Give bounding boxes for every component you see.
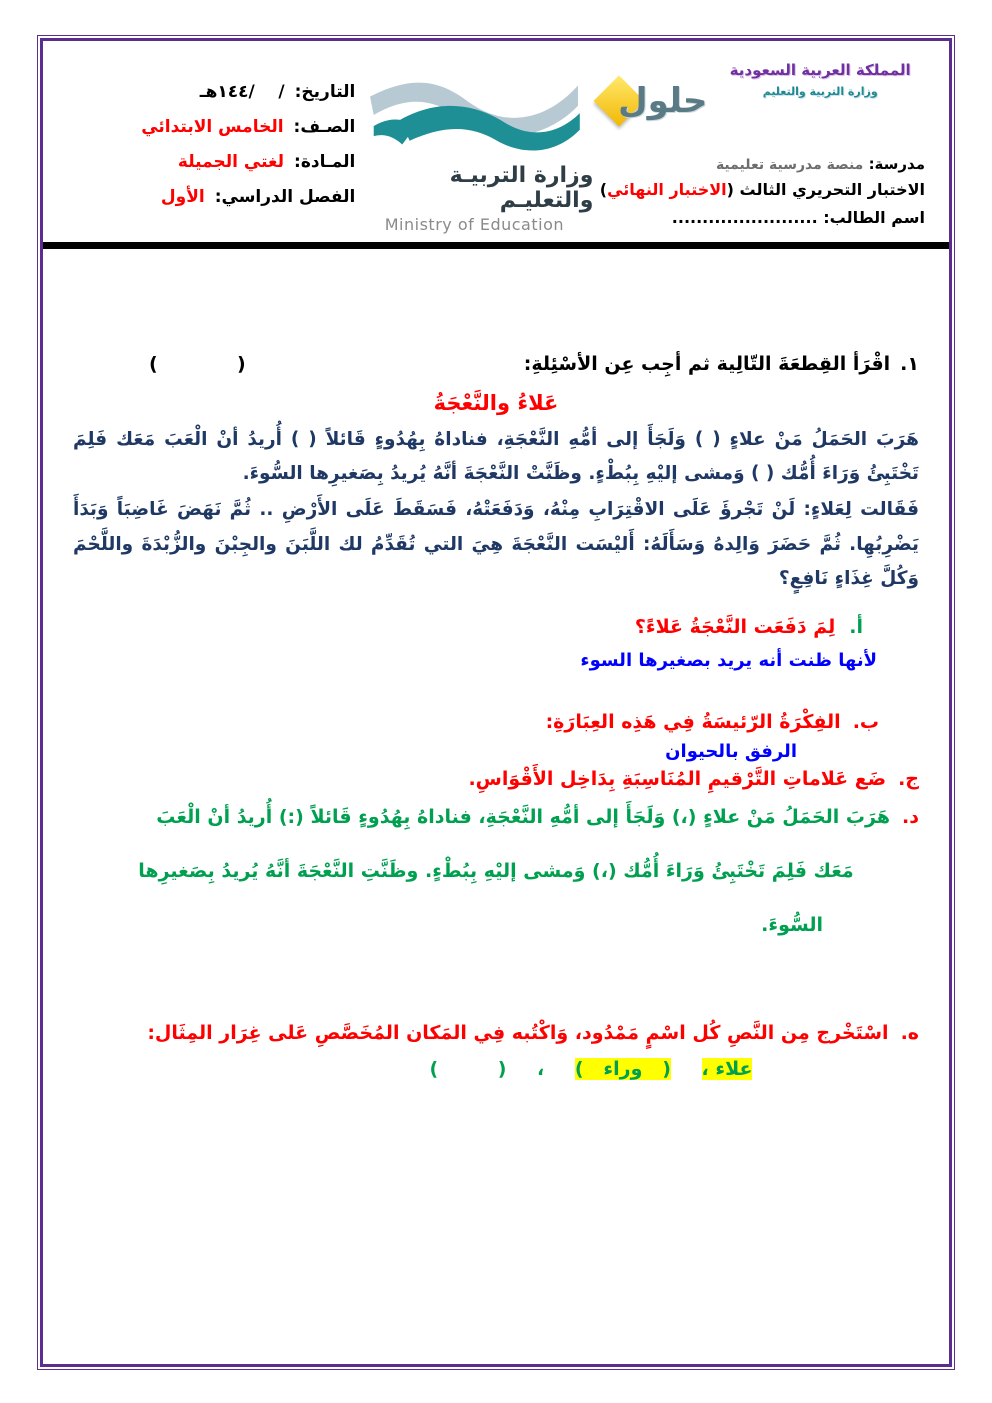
question-d-line2: مَعَك فَلِمَ تَخْتَبِئُ وَرَاءَ أُمُّك (،) وَمشى إليْهِ بِبُطْءٍ. وظَنَّتِ النَّعْجَةَ أنَّهُ يُريدُ بِصَغيرِها — [138, 860, 854, 883]
exam-title-suffix: ) — [599, 180, 608, 199]
question-1-score-brackets: ( ) — [149, 353, 246, 375]
field-subject — [67, 145, 355, 180]
question-c — [73, 768, 919, 790]
header-fields — [67, 53, 355, 215]
passage-paragraph-2: فَقَالت لِعَلاءٍ: لَنْ تَجْرؤَ عَلَى الاقْتِرَابِ مِنْهُ، وَدَفَعَتْهُ، فَسَقَطَ عَلَى الأَرْضِ .. ثُمَّ نَهَضَ غَاضِبَاً وَبَدَأَ يَضْرِبُهِا. ثُمَّ حَضَرَ وَالِدهُ وَسَأَلَهُ: أَليْسَت النَّعْجَةَ هِيَ التي تُقَدِّمُ لك اللَّبَنَ والجِبْنَ والزُّبْدَةَ واللَّحْمَ وَكُلَّ غِذَاءٍ نَافِعٍ؟ — [73, 499, 919, 589]
question-a-label: أ. — [849, 616, 863, 639]
field-grade — [67, 110, 355, 145]
question-c-text: ضَع عَلاماتِ التَّرْقيمِ المُنَاسِبَةِ بِدَاخِل الأَقْوَاسِ. — [468, 768, 887, 791]
subject-value: لغتي الجميلة — [177, 152, 285, 172]
question-d-line1-text: هَرَبَ الحَمَلُ مَنْ علاءٍ (،) وَلَجَأَ إلى أمُّهِ النَّعْجَةِ، فناداهُ بِهُدُوءٍ قَائلاً (:) أُريدُ أنْ الْعَبَ — [156, 806, 891, 829]
header-right-block — [593, 53, 925, 227]
subject-label: المـادة: — [294, 152, 356, 172]
question-e-text: اسْتَخْرج مِن النَّصِ كُل اسْمٍ مَمْدُود، وَاكْتُبه فِي المَكان المُخَصَّصِ عَلى غِرَار المِثَال: — [147, 1021, 889, 1044]
question-1-text: اقْرَأ القِطعَةَ التّالِية ثم أجِب عِن الأسْئِلةِ: — [523, 353, 891, 375]
question-1-row — [73, 353, 919, 375]
question-c-label: ج. — [898, 768, 919, 791]
ministry-logo — [355, 53, 593, 234]
passage-paragraph-1: هَرَبَ الحَمَلُ مَنْ علاءٍ ( ) وَلَجَأَ إلى أمُّهِ النَّعْجَةِ، فناداهُ بِهُدُوءٍ قَائلاً ( ) أُريدُ أنْ الْعَبَ مَعَك فَلِمَ تَخْتَبِئُ وَرَاءَ أُمُّك ( ) وَمشى إليْهِ بِبُطْءٍ. وظَنَّتْ النَّعْجَةَ أنَّهُ يُريدُ بِصَغيرِها السُّوءَ. — [73, 429, 919, 485]
exam-title-final: الاختبار النهائي — [607, 180, 727, 199]
question-d-line1 — [73, 800, 919, 835]
kingdom-emblem-line1: المملكة العربية السعودية — [729, 61, 911, 79]
page-border-frame — [40, 38, 952, 1367]
answer-a: لأنها ظنت أنه يريد بصغيرها السوء — [580, 650, 877, 672]
holool-logo — [593, 71, 711, 145]
field-semester — [67, 180, 355, 215]
semester-label: الفصل الدراسي: — [214, 187, 356, 207]
exam-title-prefix: الاختبار التحريري الثالث ( — [726, 180, 925, 199]
answer-e-part-1: علاء ، — [701, 1057, 753, 1080]
answer-e-part-3: ، — [537, 1057, 545, 1080]
date-value: / /١٤٤هـ — [199, 82, 285, 102]
question-a — [73, 616, 919, 638]
school-line — [593, 155, 925, 173]
exam-body — [67, 353, 925, 1080]
student-name-blank: ........................ — [671, 208, 818, 227]
school-label: مدرسة: — [868, 155, 925, 173]
ministry-name-english: Ministry of Education — [384, 215, 564, 234]
ministry-logo-icon — [355, 69, 593, 161]
question-b — [73, 711, 919, 733]
kingdom-emblem-line2: وزارة التربية والتعليم — [762, 85, 878, 98]
question-b-text: الفِكْرَةُ الرّئيسَةُ فِي هَذِه العِبَارَةِ: — [545, 711, 841, 734]
exam-title-line — [593, 180, 925, 199]
school-name: منصة مدرسية تعليمية — [715, 157, 864, 173]
emblem-row — [593, 53, 925, 153]
question-a-text: لِمَ دَفَعَت النَّعْجَةُ عَلاءً؟ — [634, 616, 836, 639]
answer-e-part-2: ( وراء ) — [574, 1057, 671, 1080]
answer-e-part-4: ( ) — [429, 1057, 507, 1080]
field-date — [67, 75, 355, 110]
answer-b: الرفق بالحيوان — [665, 741, 797, 763]
semester-value: الأول — [160, 187, 205, 207]
question-d-line3: السُّوءَ. — [761, 914, 823, 937]
answer-e — [73, 1058, 919, 1080]
student-name-label: اسم الطالب: — [823, 208, 925, 227]
question-b-label: ب. — [852, 711, 879, 734]
question-1-number: ١. — [900, 353, 919, 375]
reading-passage — [73, 423, 919, 596]
ministry-name-arabic: وزارة التربيـة والتعليـم — [449, 163, 594, 213]
grade-label: الصـف: — [293, 117, 356, 137]
header-divider — [43, 242, 949, 249]
kingdom-emblem — [715, 53, 925, 98]
grade-value: الخامس الابتدائي — [141, 117, 284, 137]
passage-title: عَلاءُ والنَّعْجَةُ — [433, 391, 559, 415]
question-d-label: د. — [902, 806, 919, 829]
student-name-line — [593, 208, 925, 227]
question-d-block — [73, 800, 919, 943]
question-e — [73, 1022, 919, 1044]
question-e-label: ه. — [900, 1021, 919, 1044]
holool-wordmark: حلول — [618, 81, 708, 121]
exam-header — [67, 53, 925, 234]
date-label: التاريخ: — [294, 82, 356, 102]
